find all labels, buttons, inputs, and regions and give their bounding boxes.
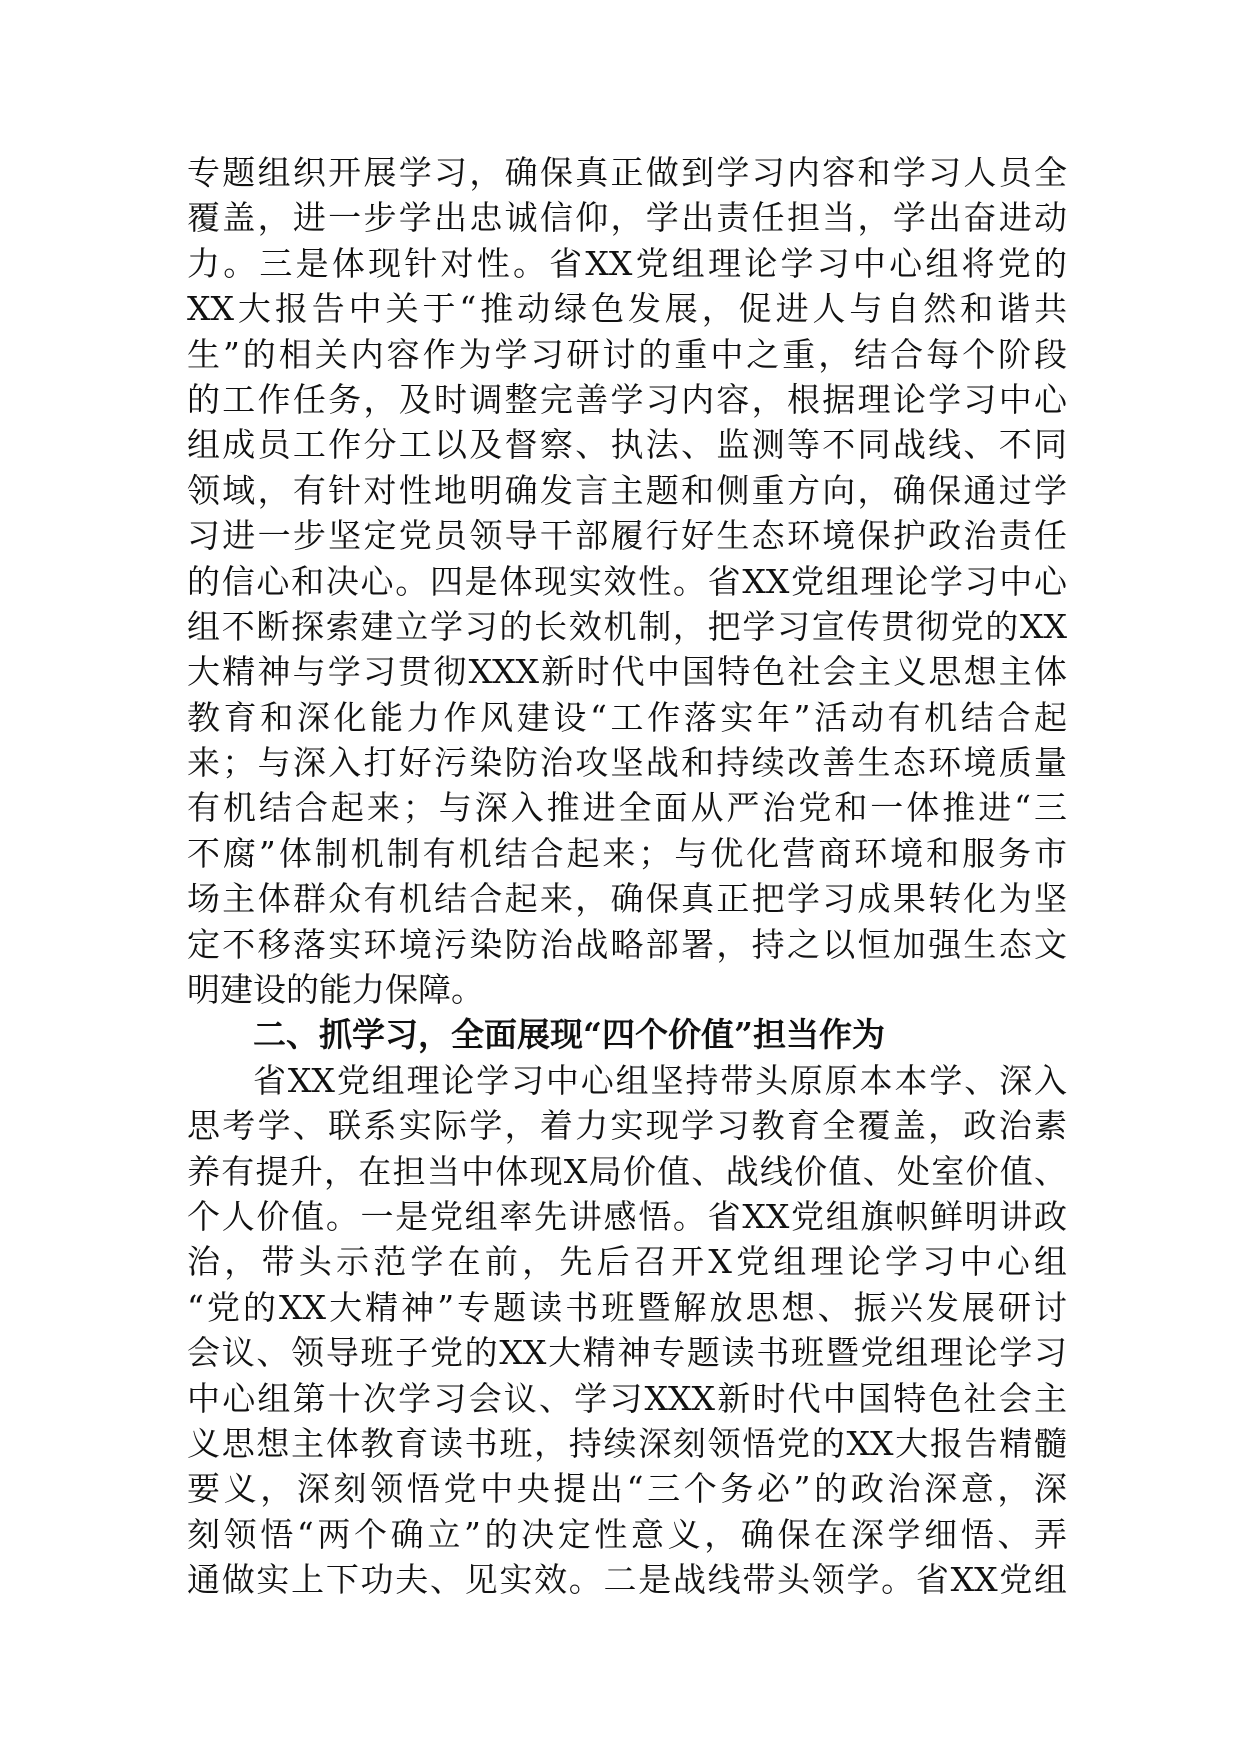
text-line: 大精神与学习贯彻XXX新时代中国特色社会主义思想主体 [187, 652, 1067, 692]
text-line: 要义，深刻领悟党中央提出“三个务必”的政治深意，深 [187, 1469, 1067, 1509]
body-text [187, 150, 1067, 1603]
text-line: 个人价值。一是党组率先讲感悟。省XX党组旗帜鲜明讲政 [187, 1196, 1067, 1236]
text-line: 会议、领导班子党的XX大精神专题读书班暨党组理论学习 [187, 1333, 1067, 1373]
text-line: 定不移落实环境污染防治战略部署，持之以恒加强生态文 [187, 924, 1067, 964]
text-line: 来；与深入打好污染防治攻坚战和持续改善生态环境质量 [187, 743, 1067, 783]
text-line: 不腐”体制机制有机结合起来；与优化营商环境和服务市 [187, 833, 1067, 873]
text-line: 养有提升，在担当中体现X局价值、战线价值、处室价值、 [187, 1151, 1067, 1191]
text-line: 思考学、联系实际学，着力实现学习教育全覆盖，政治素 [187, 1106, 1067, 1146]
text-line: 通做实上下功夫、见实效。二是战线带头领学。省XX党组 [187, 1560, 1067, 1600]
text-line: 刻领悟“两个确立”的决定性意义，确保在深学细悟、弄 [187, 1514, 1067, 1554]
text-line: 生”的相关内容作为学习研讨的重中之重，结合每个阶段 [187, 334, 1067, 374]
text-line: 省XX党组理论学习中心组坚持带头原原本本学、深入 [253, 1060, 1067, 1100]
text-line: “党的XX大精神”专题读书班暨解放思想、振兴发展研讨 [187, 1287, 1067, 1327]
text-line: 明建设的能力保障。 [187, 970, 484, 1010]
text-line: 教育和深化能力作风建设“工作落实年”活动有机结合起 [187, 697, 1067, 737]
text-line: 领域，有针对性地明确发言主题和侧重方向，确保通过学 [187, 470, 1067, 510]
text-line: 场主体群众有机结合起来，确保真正把学习成果转化为坚 [187, 879, 1067, 919]
text-line: 的工作任务，及时调整完善学习内容，根据理论学习中心 [187, 379, 1067, 419]
text-line: 组成员工作分工以及督察、执法、监测等不同战线、不同 [187, 425, 1067, 465]
section-heading: 二、抓学习，全面展现“四个价值”担当作为 [253, 1015, 885, 1055]
text-line: XX大报告中关于“推动绿色发展，促进人与自然和谐共 [187, 289, 1067, 329]
text-line: 专题组织开展学习，确保真正做到学习内容和学习人员全 [187, 153, 1067, 192]
text-line: 有机结合起来；与深入推进全面从严治党和一体推进“三 [187, 788, 1067, 828]
text-line: 中心组第十次学习会议、学习XXX新时代中国特色社会主 [187, 1378, 1067, 1418]
text-line: 组不断探索建立学习的长效机制，把学习宣传贯彻党的XX [187, 606, 1067, 646]
text-line: 的信心和决心。四是体现实效性。省XX党组理论学习中心 [187, 561, 1067, 601]
text-line: 习进一步坚定党员领导干部履行好生态环境保护政治责任 [187, 516, 1067, 556]
text-line: 治，带头示范学在前，先后召开X党组理论学习中心组 [187, 1242, 1067, 1282]
text-line: 力。三是体现针对性。省XX党组理论学习中心组将党的 [187, 243, 1067, 283]
text-line: 覆盖，进一步学出忠诚信仰，学出责任担当，学出奋进动 [187, 198, 1067, 238]
text-line: 义思想主体教育读书班，持续深刻领悟党的XX大报告精髓 [187, 1423, 1067, 1463]
